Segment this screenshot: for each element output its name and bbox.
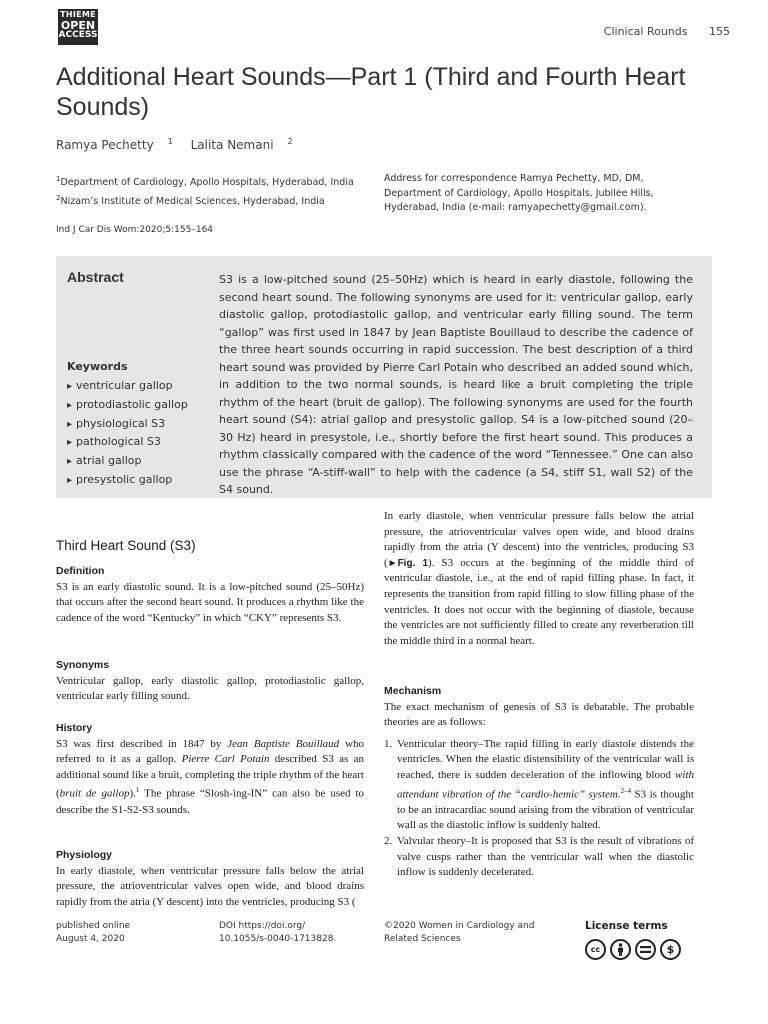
logo-line-open: OPEN — [60, 19, 96, 32]
keyword-item: ▸ ventricular gallop — [67, 377, 188, 396]
by-icon[interactable] — [610, 939, 631, 960]
abstract-heading: Abstract — [67, 269, 124, 285]
keywords-list — [67, 377, 188, 490]
synonyms-block — [56, 658, 364, 705]
journal-section: Clinical Rounds — [603, 25, 688, 38]
history-term-bruit: bruit de gallop — [59, 788, 130, 801]
physiology-text-part1: In early diastole, when ventricular pressure falls below the atrial pressure, the atrioventricular valves open wide, and blood drains rapidly from the atria (Y descent) into the ventricles, producing S3 ( — [56, 864, 364, 908]
synonyms-text: Ventricular gallop, early diastolic gallop, protodiastolic gallop, ventricular early filling sound. — [56, 674, 364, 703]
author — [56, 138, 173, 152]
physiology-continued — [384, 510, 694, 665]
author-name: Ramya Pechetty — [56, 138, 154, 152]
affiliation-text: Nizam’s Institute of Medical Sciences, Hyderabad, India — [60, 195, 325, 207]
figure-reference-link[interactable]: ►Fig. 1 — [387, 557, 429, 569]
affiliation-item — [56, 172, 376, 191]
keyword-item: ▸ protodiastolic gallop — [67, 396, 188, 415]
definition-text: S3 is an early diastolic sound. It is a low-pitched sound (25–50Hz) that occurs after the second heart sound. It produces a rhythm like the cadence of the word “Kentucky” in which “CKY” represents S3. — [56, 580, 364, 624]
author-affiliation-ref: 1 — [167, 137, 173, 146]
keywords-heading: Keywords — [67, 360, 128, 373]
reference-marker: 2–4 — [620, 786, 632, 795]
physiology-block — [56, 848, 364, 908]
logo-line-thieme: THIEME — [60, 10, 96, 19]
running-head — [604, 25, 730, 38]
history-heading: History — [56, 722, 93, 734]
nc-icon[interactable]: $ — [660, 939, 681, 960]
theory-item: 2. Valvular theory–It is proposed that S3 is the result of vibrations of valve cusps rather than the ventricular wall when the diastolic inflow is suddenly decelerated. — [384, 835, 694, 879]
nd-icon[interactable] — [635, 939, 656, 960]
affiliation-number: 2 — [56, 193, 61, 202]
mechanism-intro: The exact mechanism of genesis of S3 is debatable. The probable theories are as follows: — [384, 700, 694, 729]
keyword-item: ▸ pathological S3 — [67, 433, 188, 452]
section-title: Third Heart Sound (S3) — [56, 538, 196, 553]
journal-citation: Ind J Car Dis Wom:2020;5:155–164 — [56, 225, 214, 235]
keyword-item: ▸ presystolic gallop — [67, 471, 188, 490]
author-list — [56, 137, 307, 152]
affiliations — [56, 172, 376, 209]
doi-label[interactable]: DOI https://doi.org/ — [219, 921, 306, 931]
abstract-text: S3 is a low-pitched sound (25–50Hz) which is heard in early diastole, following the second heart sound. The following synonyms are used for it: ventricular gallop, early diastolic gallop, protodiastolic gallop, and ventricular early filling sound. The term “gallop” was first used in 1847 by Jean Baptiste Bouillaud to describe the cadence of the three heart sounds occurring in rapid succession. The best description of a third heart sound was provided by Pierre Carl Potain who described an added sound which, in addition to the two normal sounds, is heard like a bruit completing the triple rhythm of the heart (bruit de gallop). The following synonyms are used for the fourth heart sound (S4): atrial gallop and presystolic gallop. S4 is a low-pitched sound (20–30 Hz) heard in presystole, i.e., shortly before the first heart sound. This produces a rhythm classically compared with the cadence of the word “Tennessee.” One can also use the phrase “A-stiff-wall” to help with the cadence (a S4, stiff S1, wall S2) of the S4 sound. — [219, 273, 693, 496]
published-online: published online August 4, 2020 — [56, 921, 131, 944]
page-number: 155 — [709, 25, 730, 38]
keyword-item: ▸ atrial gallop — [67, 452, 188, 471]
mechanism-heading: Mechanism — [384, 685, 442, 697]
logo-line-access: ACCESS — [58, 30, 98, 40]
physiology-text-full: In early diastole, when ventricular pressure falls below the atrial pressure, the atrioventricular valves open wide, and blood drains rapidly from the atria (Y descent) into the ventricles, producing S3 (►Fig. 1). S3 occurs at the beginning of the middle third of ventricular diastole, i.e., at the end of rapid filling phase. In fact, it represents the transition from rapid filling to slow filling phase of the ventricles. It does not occur with the beginning of diastole, because the ventricles are not sufficiently filled to create any reverberation till the middle third in a normal heart. — [384, 510, 694, 647]
keyword-item: ▸ physiological S3 — [67, 415, 188, 434]
doi-value[interactable]: 10.1055/s-0040-1713828. — [219, 934, 337, 944]
affiliation-text: Department of Cardiology, Apollo Hospitals, Hyderabad, India — [60, 177, 354, 189]
article-title: Additional Heart Sounds—Part 1 (Third and Fourth Heart Sounds) — [56, 63, 686, 121]
author-affiliation-ref: 2 — [287, 137, 293, 146]
reference-marker: 1 — [135, 786, 140, 795]
cc-icon[interactable]: cc — [585, 939, 606, 960]
thieme-open-access-logo — [58, 9, 98, 45]
mechanism-block — [384, 684, 694, 881]
license-icons[interactable] — [585, 939, 681, 960]
copyright-block: ©2020 Women in Cardiology and Related Sciences — [384, 921, 535, 944]
definition-heading: Definition — [56, 565, 105, 577]
doi-block — [219, 920, 336, 946]
author-name: Lalita Nemani — [190, 138, 274, 152]
definition-block — [56, 564, 364, 626]
affiliation-number: 1 — [56, 175, 61, 183]
history-block — [56, 721, 364, 818]
author — [191, 138, 293, 152]
affiliation-item — [56, 191, 376, 210]
theory-italic: with attendant vibration of the “cardio-hemic” system. — [397, 768, 694, 801]
history-name-potain: Pierre Carl Potain — [181, 753, 270, 766]
history-text: S3 was first described in 1847 by Jean Baptiste Bouillaud who referred to it as a gallop. Pierre Carl Potain described S3 as an additional sound like a bruit, completing the triple rhythm of the heart (bruit de gallop).$^1$ The phrase “Slosh-ing-IN” can also be used to describe the S1-S2-S3 sounds. — [56, 737, 365, 816]
theory-item: 1. Ventricular theory–The rapid filling in early diastole distends the ventricles. When the elastic distensibility of the ventricular wall is reached, there is sudden deceleration of the inflowing blood with attendant vibration of the “cardio-hemic” system.$^{2-4}$ S3 is thought to be an intracardiac sound arising from the vibration of ventricular wall as the diastolic inflow is suddenly halted. — [384, 737, 694, 832]
synonyms-heading: Synonyms — [56, 659, 110, 671]
correspondence-address: Address for correspondence Ramya Pechetty, MD, DM, Department of Cardiology, Apollo Hospitals, Jubilee Hills, Hyderabad, India (e-mail: ramyapechetty@gmail.com). — [384, 173, 654, 213]
license-terms-heading: License terms — [585, 920, 668, 932]
theories-list — [384, 737, 694, 881]
history-name-bouillaud: Jean Baptiste Bouillaud — [227, 737, 340, 750]
physiology-heading: Physiology — [56, 849, 113, 861]
